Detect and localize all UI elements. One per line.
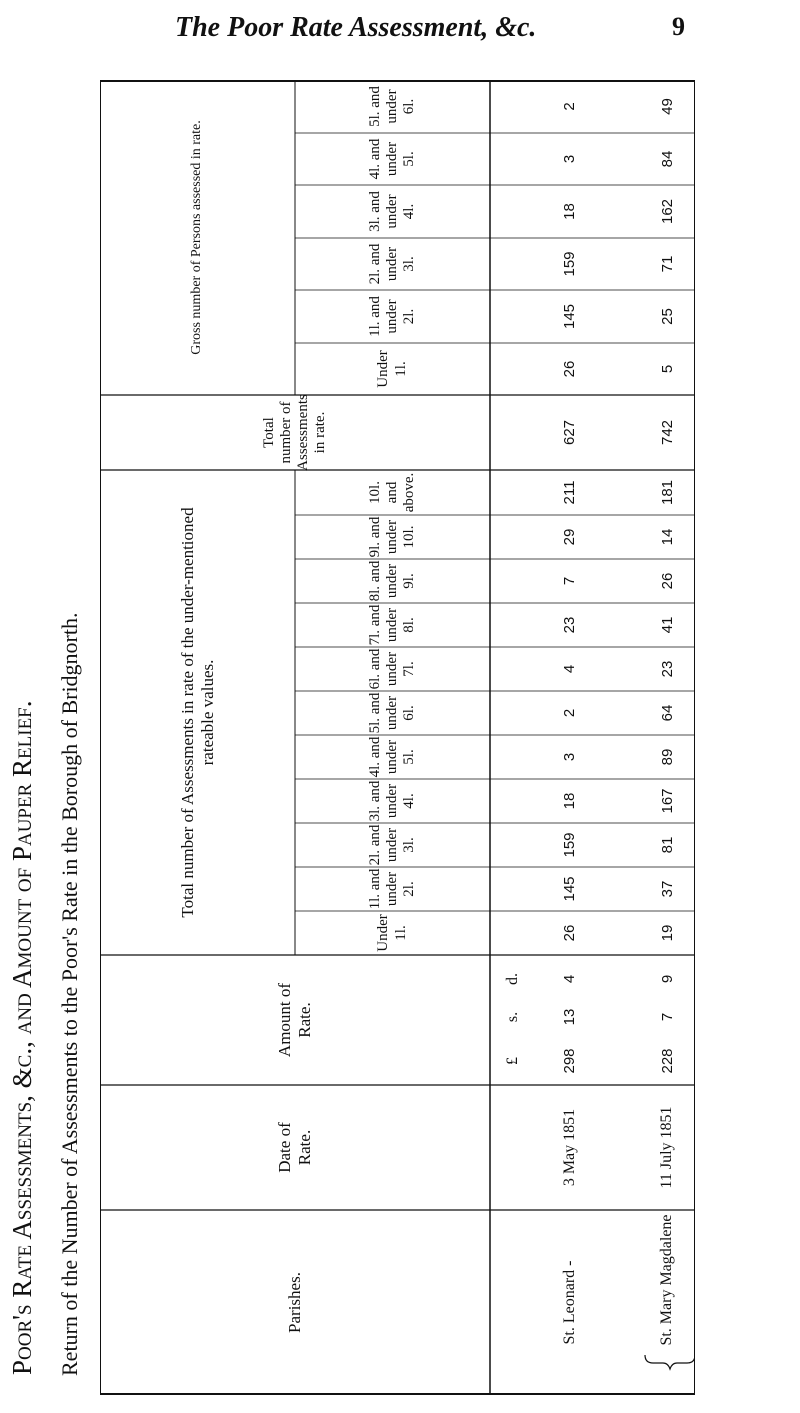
amount-pence: 4 [561, 974, 579, 984]
total-assessments-header: Total number of Assessments in rate. [260, 394, 329, 471]
owner-cell: 2 [561, 102, 579, 111]
side-heading [5, 0, 82, 1413]
total-cell: 18 [561, 792, 579, 810]
total-cell: 64 [658, 704, 676, 722]
band-header: 4l. and under 5l. [366, 736, 418, 778]
owner-cell: 162 [658, 198, 676, 225]
amount-shillings: 7 [658, 1012, 676, 1022]
total-assessments-cell: 627 [561, 419, 579, 446]
owner-band-header: 2l. and under 3l. [366, 243, 418, 285]
owner-cell: 84 [658, 150, 676, 168]
sub-heading: Return of the Number of Assessments to the Poor's Rate in the Borough of Bridgnorth. [57, 612, 82, 1376]
band-header: 8l. and under 9l. [366, 560, 418, 602]
total-cell: 37 [658, 880, 676, 898]
band-header: 6l. and under 7l. [366, 648, 418, 690]
total-cell: 4 [561, 664, 579, 674]
date-header: Date of Rate. [275, 1122, 314, 1173]
owner-band-header: 4l. and under 5l. [366, 138, 418, 180]
total-cell: 41 [658, 616, 676, 634]
total-cell: 3 [561, 752, 579, 762]
band-header: 1l. and under 2l. [366, 868, 418, 910]
amount-header: Amount of Rate. [275, 982, 314, 1058]
owner-band-header: 3l. and under 4l. [366, 191, 418, 232]
owner-cell: 145 [561, 303, 579, 330]
owner-band-header: 5l. and under 6l. [366, 86, 418, 127]
band-header: 10l. and above. [366, 472, 418, 513]
band-header: 5l. and under 6l. [366, 692, 418, 734]
band-header: 3l. and under 4l. [366, 780, 418, 822]
total-assessments-group-header: Total number of Assessments in rate of the under-mentioned rateable values. [177, 507, 217, 918]
main-heading: Poor's Rate Assessments, &c., and Amount of Pauper Relief. [7, 700, 37, 1375]
total-cell: 29 [561, 528, 579, 546]
owner-cell: 49 [658, 98, 676, 115]
gross-persons-header: Gross number of Persons assessed in rate. [189, 120, 205, 355]
amount-unit-pounds: £ [503, 1057, 521, 1065]
owner-cell: 25 [658, 308, 676, 325]
amount-pence: 9 [658, 974, 676, 984]
amount-unit-shillings: s. [503, 1011, 521, 1023]
rate-date: 3 May 1851 [560, 1108, 578, 1187]
owner-band-header: 1l. and under 2l. [366, 296, 418, 337]
total-cell: 14 [658, 528, 676, 546]
total-cell: 145 [561, 876, 579, 902]
parish-name: St. Leonard - [560, 1260, 578, 1345]
total-cell: 159 [561, 832, 579, 858]
page-number: 9 [672, 12, 685, 41]
total-cell: 89 [658, 748, 676, 766]
owner-cell: 3 [561, 154, 579, 164]
total-cell: 7 [561, 576, 579, 586]
total-cell: 19 [658, 924, 676, 942]
amount-pounds: 298 [561, 1048, 579, 1074]
owner-cell: 26 [561, 360, 579, 378]
band-header: 9l. and under 10l. [366, 516, 418, 558]
parishes-header: Parishes. [285, 1272, 305, 1333]
owner-cell: 71 [658, 255, 676, 273]
total-cell: 26 [658, 572, 676, 590]
parish-name: St. Mary Magdalene [658, 1214, 676, 1346]
amount-shillings: 13 [561, 1008, 579, 1026]
amount-unit-pence: d. [503, 973, 521, 985]
rate-date: 11 July 1851 [658, 1106, 676, 1189]
amount-pounds: 228 [658, 1048, 676, 1074]
total-cell: 23 [561, 616, 579, 634]
band-header: Under 1l. [375, 914, 409, 952]
total-assessments-cell: 742 [658, 419, 676, 446]
total-cell: 23 [658, 660, 676, 678]
assessment-table [100, 80, 695, 1395]
page-title: The Poor Rate Assessment, &c. [175, 12, 537, 43]
owner-cell: 18 [561, 203, 579, 220]
total-cell: 26 [561, 924, 579, 942]
total-cell: 181 [658, 479, 676, 506]
band-header: 2l. and under 3l. [366, 824, 418, 866]
total-cell: 81 [658, 836, 676, 854]
total-cell: 2 [561, 708, 579, 718]
owner-cell: 5 [658, 364, 676, 374]
total-cell: 167 [658, 788, 676, 814]
owner-band-header: Under 1l. [375, 350, 409, 388]
band-header: 7l. and under 8l. [366, 604, 418, 646]
total-cell: 211 [561, 480, 579, 505]
owner-cell: 159 [561, 251, 579, 277]
